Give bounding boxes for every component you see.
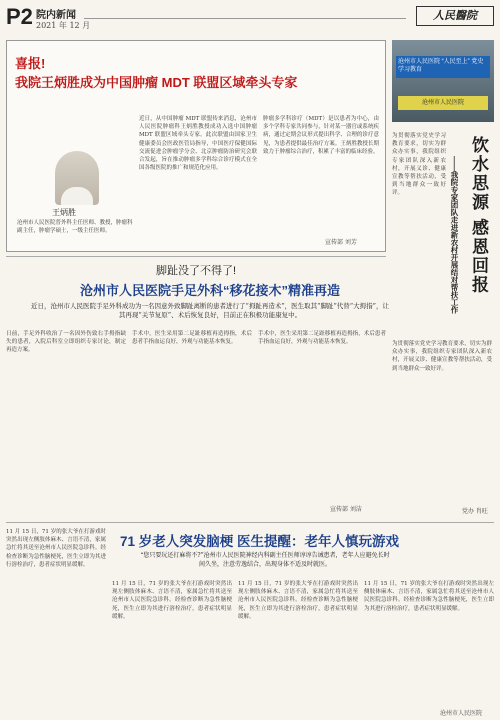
sidebar-banner: 沧州市人民医院 “人民至上” 党史学习教育: [396, 56, 490, 78]
middle-body-col3: 手术中，医生采用第二足趾移植再造拇指，术后患者手指血运良好，外观与功能基本恢复。: [258, 331, 386, 346]
middle-kicker: 脚趾没了不得了!: [155, 265, 237, 277]
masthead-rule: [84, 18, 406, 19]
feature-kicker: 喜报!: [15, 56, 46, 71]
feature-article: [6, 40, 386, 252]
bottom-body-col2: 11 月 15 日，71 岁的张大爷在打游戏时突然出现左侧肢体麻木、言语不清，家属急忙将其送至沧州市人民医院急诊科。经检查诊断为急性脑梗死，医生立即为其进行溶栓治疗，患者症状明显缓解。: [112, 581, 232, 620]
feature-byline: 宣传部 刘芳: [325, 239, 357, 246]
sidebar-body: 为贯彻落实党史学习教育要求，切实为群众办实事，我院组织专家团队深入新农村，开展义诊、健康宣教等帮扶活动，受到当地群众一致好评。: [392, 133, 446, 197]
bottom-lead: “您只要玩还打麻将不?”沧州市人民医院神经内科副主任医师谆谆告诫患者，老年人应避免长时间久坐，注意劳逸结合，出现身体不适及时就医。: [140, 552, 390, 568]
sidebar-article: [392, 40, 494, 520]
feature-body-col2: 肿瘤多学科诊疗（MDT）是以患者为中心，由多个学科专家共同参与，针对某一器官或系统疾病，通过定期会议形式提出科学、合理的诊疗意见，为患者提供最佳治疗方案。王炳胜教授长期致力于肿瘤综合治疗，积累了丰富的临床经验。: [263, 116, 379, 155]
doctor-bio: 沧州市人民医院普外科主任医师、教授，肿瘤科副主任，肿瘤学硕士，一级主任医师。: [17, 220, 133, 234]
masthead: [6, 4, 494, 34]
section-divider: [6, 256, 386, 257]
bottom-divider: [6, 522, 494, 523]
bottom-byline: 沧州市人民医院: [440, 710, 483, 717]
portrait-caption: 王炳胜: [52, 208, 76, 217]
middle-lead: 近日，沧州市人民医院手足外科成功为一名因意外致脚趾离断的患者进行了“拇趾再造术”，医生取其“脚趾”代替“大拇指”，让其再现“关节复原”、术后恢复良好，目前正在积极功能康复中。: [31, 302, 389, 319]
middle-title: 沧州市人民医院手足外科“移花接木”精准再造: [79, 283, 340, 298]
sidebar-banner-hospital: 沧州市人民医院: [398, 96, 488, 110]
bottom-body-col3: 11 月 15 日，71 岁的张大爷在打游戏时突然出现左侧肢体麻木、言语不清，家属急忙将其送至沧州市人民医院急诊科。经检查诊断为急性脑梗死，医生立即为其进行溶栓治疗，患者症状明显缓解。: [238, 581, 358, 620]
page-number: P2: [6, 4, 33, 29]
sidebar-byline: 党办 肖旺: [462, 508, 488, 515]
middle-body-col1: 日前，手足外科收治了一名因外伤致右手拇指缺失的患者，入院后科室立即组织专家讨论，制定再造方案。: [6, 331, 126, 354]
bottom-body-col1: 11 月 15 日，71 岁的张大爷在打游戏时突然出现左侧肢体麻木、言语不清，家属急忙将其送至沧州市人民医院急诊科。经检查诊断为急性脑梗死，医生立即为其进行溶栓治疗，患者症状明显缓解。: [6, 529, 106, 568]
doctor-portrait: [55, 151, 99, 205]
feature-title: 我院王炳胜成为中国肿瘤 MDT 联盟区域牵头专家: [15, 75, 298, 90]
middle-body-col2: 手术中，医生采用第二足趾移植再造拇指，术后患者手指血运良好，外观与功能基本恢复。: [132, 331, 252, 346]
feature-body-col1: 近日，从中国肿瘤 MDT 联盟传来消息，沧州市人民医院肿瘤科王炳胜教授成功入选中国肿瘤 MDT 联盟区域牵头专家。此次联盟由国家卫生健康委员会医政医管局指导，中国医疗保健国际交流促进会肿瘤学分会、北京肿瘤防治研究会联合发起，旨在推动肿瘤多学科综合诊疗模式在全国各级医院的推广和规范化应用。: [139, 116, 257, 172]
middle-byline: 宣传部 刘洁: [330, 506, 362, 513]
bottom-body-col4: 11 月 15 日，71 岁的张大爷在打游戏时突然出现左侧肢体麻木、言语不清，家属急忙将其送至沧州市人民医院急诊科。经检查诊断为急性脑梗死，医生立即为其进行溶栓治疗，患者症状明显缓解。: [364, 581, 494, 612]
sidebar-headline: 饮水思源 感恩回报: [469, 136, 488, 295]
paper-logo: 人民醫院: [416, 6, 494, 26]
sidebar-subheadline: ——我院专家团队走进新农村开展结对帮扶工作: [450, 156, 459, 314]
column-name: 院内新闻: [36, 10, 76, 21]
bottom-title: 71 岁老人突发脑梗 医生提醒：老年人慎玩游戏: [120, 534, 400, 549]
sidebar-body-2: 为贯彻落实党史学习教育要求，切实为群众办实事，我院组织专家团队深入新农村，开展义诊、健康宣教等帮扶活动，受到当地群众一致好评。: [392, 341, 492, 372]
issue-date: 2021 年 12 月: [36, 21, 91, 30]
